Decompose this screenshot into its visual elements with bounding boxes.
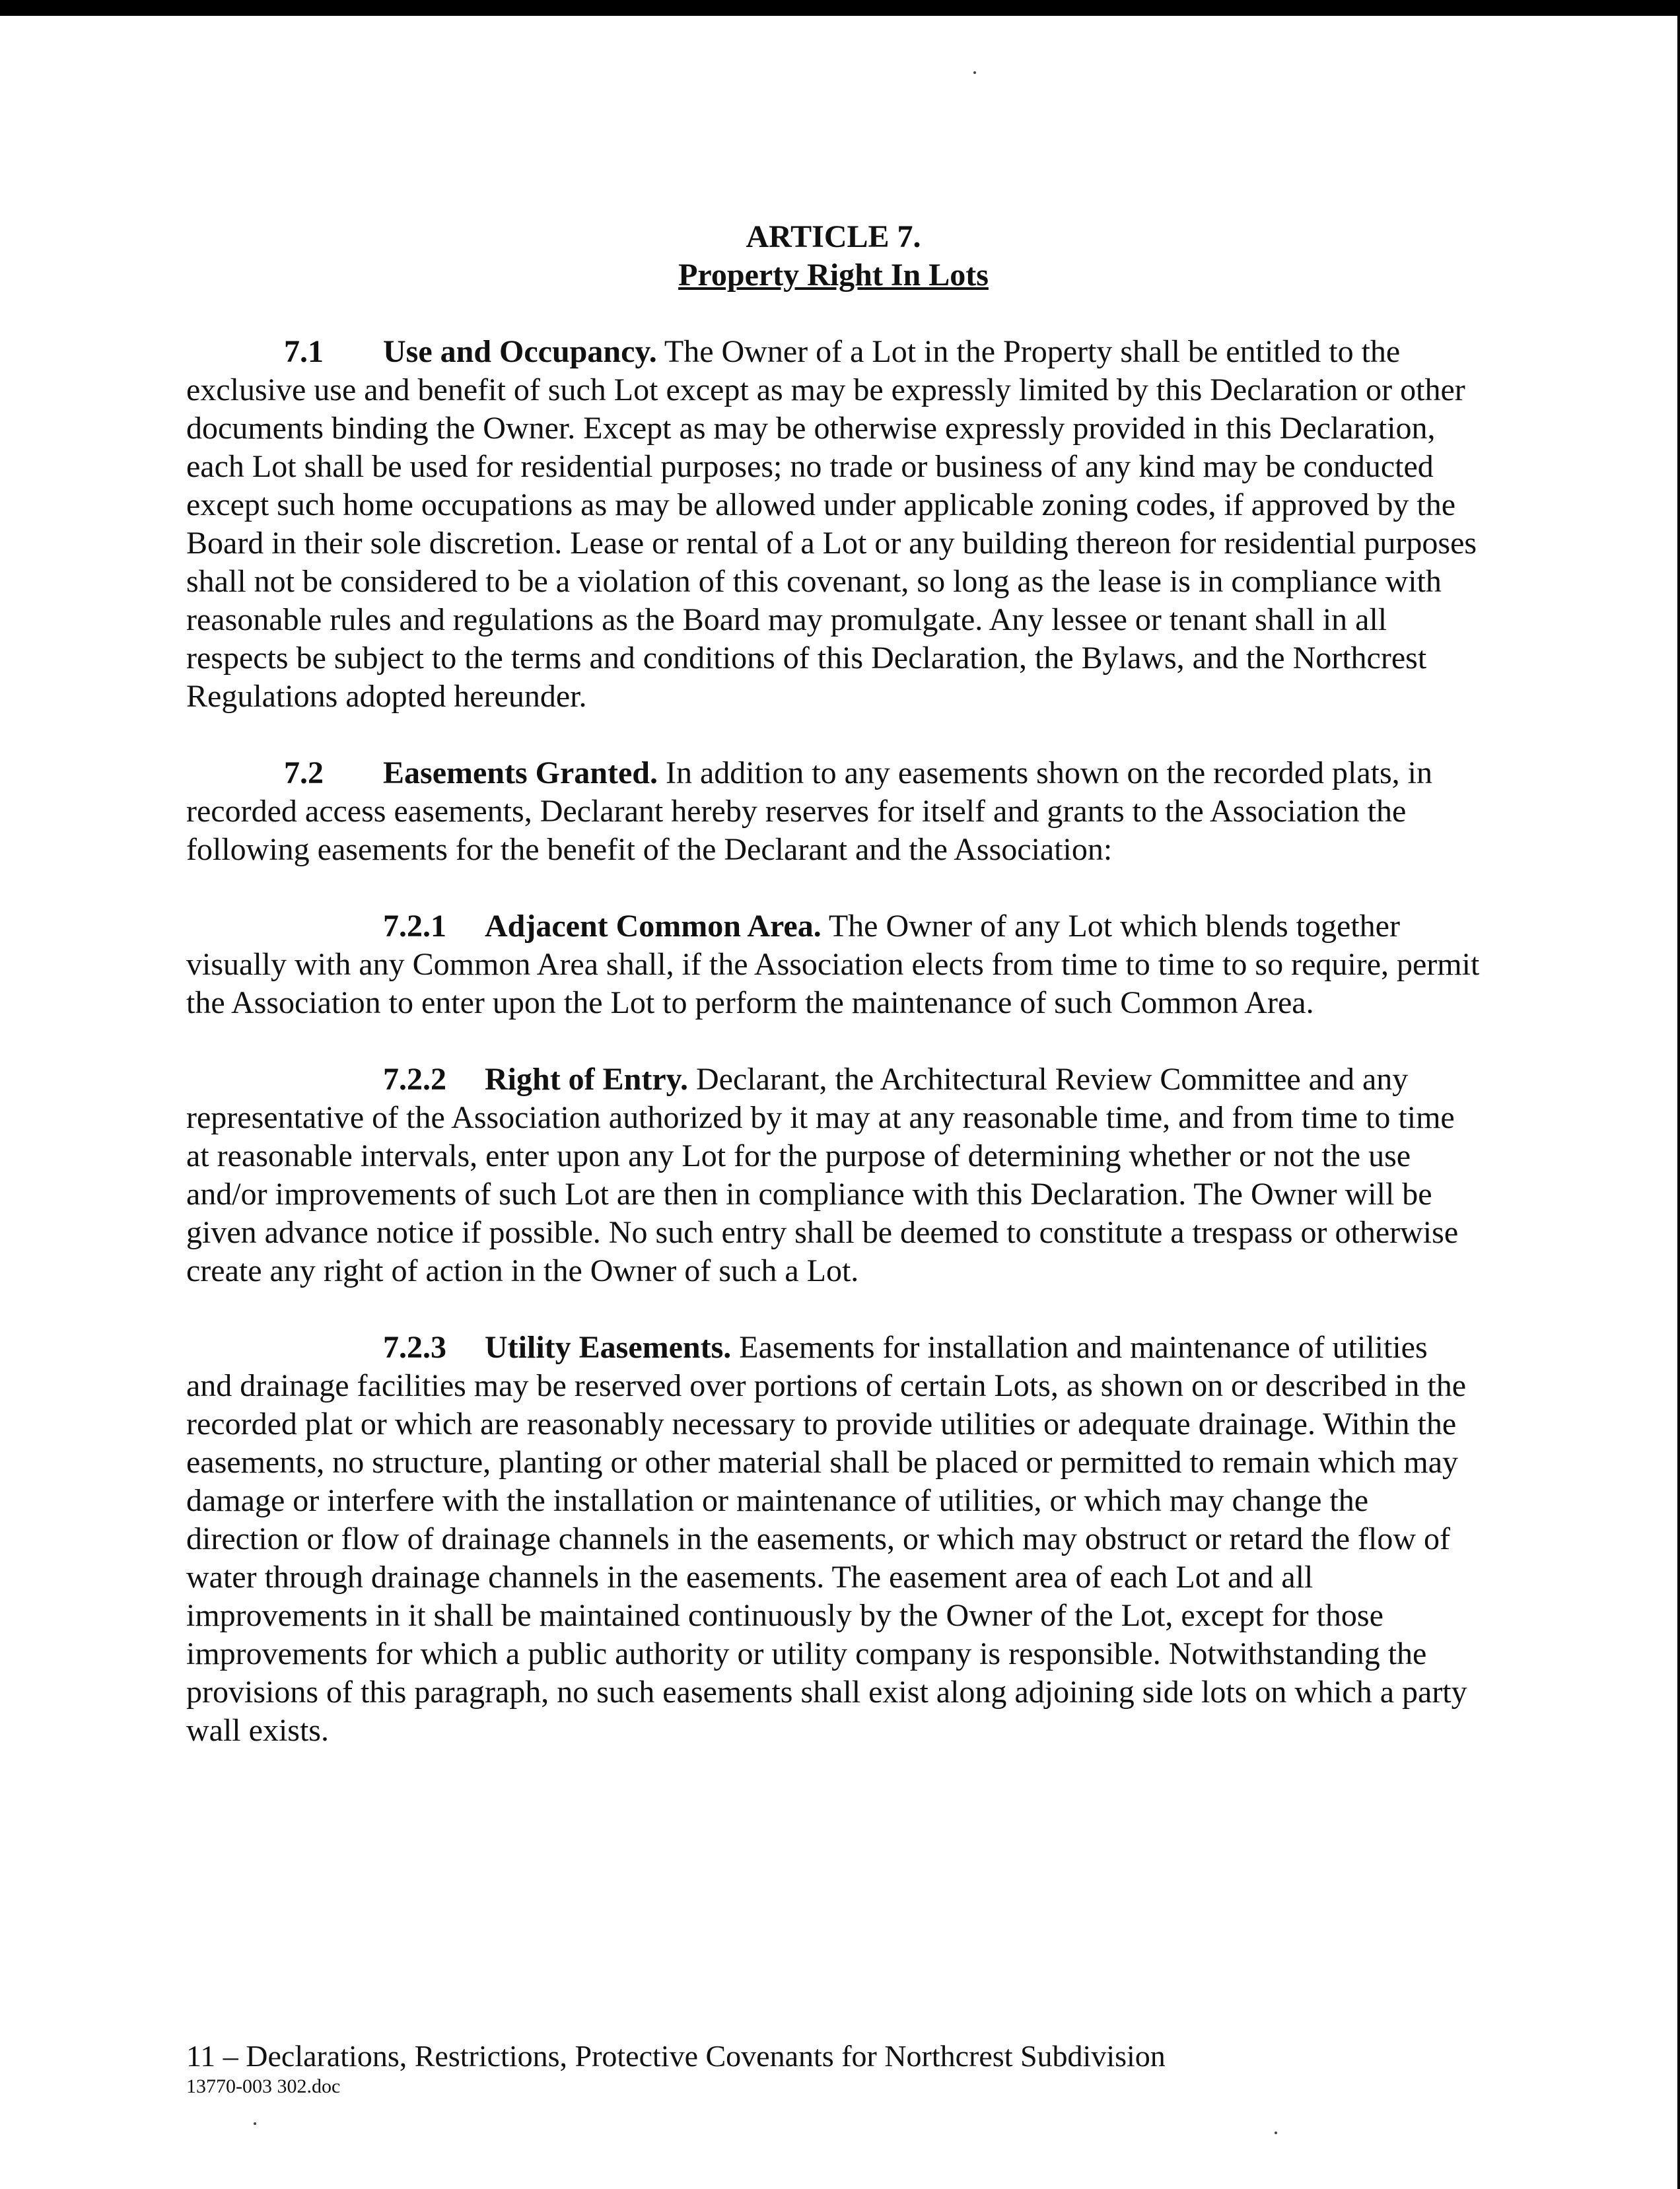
scan-speck — [254, 2122, 256, 2125]
article-subheading: Property Right In Lots — [678, 258, 989, 293]
section-title: Easements Granted. — [383, 755, 658, 790]
section-number: 7.2 — [284, 755, 324, 790]
section-text: Declarant, the Architectural Review Committee and any representative of the Association authorized by it may at any reasonable time, and from time to time at reasonable intervals, enter upon any Lot for the purpose of determining whether or not the use and/or improvements of such Lot are then in compliance with this Declaration. The Owner will be given advance notice if possible. No such entry shall be deemed to constitute a trespass or otherwise create any right of action in the Owner of such a Lot. — [186, 1062, 1459, 1288]
footer-doc-id: 13770-003 302.doc — [186, 2075, 341, 2097]
section-7-2-1 — [186, 907, 1481, 1022]
section-7-1 — [186, 333, 1481, 716]
scan-speck — [973, 71, 976, 74]
section-7-2-2 — [186, 1060, 1481, 1290]
section-7-2-3 — [186, 1329, 1481, 1750]
section-title: Use and Occupancy. — [383, 334, 657, 369]
page-footer — [186, 2038, 1507, 2099]
section-text: The Owner of a Lot in the Property shall be entitled to the exclusive use and benefit of such Lot except as may be expressly limited by this Declaration or other documents binding the Owner. Except as may be otherwise expressly provided in this Declaration, each Lot shall be used for residential purposes; no trade or business of any kind may be conducted except such home occupations as may be allowed under applicable zoning codes, if approved by the Board in their sole discretion. Lease or rental of a Lot or any building thereon for residential purposes shall not be considered to be a violation of this covenant, so long as the lease is in compliance with reasonable rules and regulations as the Board may promulgate. Any lessee or tenant shall in all respects be subject to the terms and conditions of this Declaration, the Bylaws, and the Northcrest Regulations adopted hereunder. — [186, 334, 1477, 714]
section-text: The Owner of any Lot which blends together visually with any Common Area shall, if the Association elects from time to time to so require, permit the Association to enter upon the Lot to perform the maintenance of such Common Area. — [186, 909, 1480, 1020]
document-body — [186, 218, 1481, 1788]
article-heading: ARTICLE 7. — [746, 219, 921, 254]
scan-top-border — [0, 0, 1680, 16]
section-number: 7.2.2 — [383, 1062, 446, 1097]
section-7-2 — [186, 754, 1481, 869]
section-number: 7.2.1 — [383, 909, 446, 944]
scan-right-border — [1677, 16, 1680, 2189]
section-title: Right of Entry. — [485, 1062, 689, 1097]
section-title: Adjacent Common Area. — [485, 909, 822, 944]
section-text: Easements for installation and maintenance of utilities and drainage facilities may be reserved over portions of certain Lots, as shown on or described in the recorded plat or which are reasonably necessary to provide utilities or adequate drainage. Within the easements, no structure, planting or other material shall be placed or permitted to remain which may damage or interfere with the installation or maintenance of utilities, or which may change the direction or flow of drainage channels in the easements, or which may obstruct or retard the flow of water through drainage channels in the easements. The easement area of each Lot and all improvements in it shall be maintained continuously by the Owner of the Lot, except for those improvements for which a public authority or utility company is responsible. Notwithstanding the provisions of this paragraph, no such easements shall exist along adjoining side lots on which a party wall exists. — [186, 1330, 1467, 1748]
scan-speck — [1275, 2132, 1277, 2134]
section-title: Utility Easements. — [485, 1330, 732, 1365]
section-number: 7.1 — [284, 334, 324, 369]
footer-line: 11 – Declarations, Restrictions, Protective Covenants for Northcrest Subdivision — [186, 2039, 1166, 2073]
section-text: In addition to any easements shown on the recorded plats, in recorded access easements, Declarant hereby reserves for itself and grants to the Association the following easements for the benefit of the Declarant and the Association: — [186, 755, 1433, 867]
section-number: 7.2.3 — [383, 1330, 446, 1365]
